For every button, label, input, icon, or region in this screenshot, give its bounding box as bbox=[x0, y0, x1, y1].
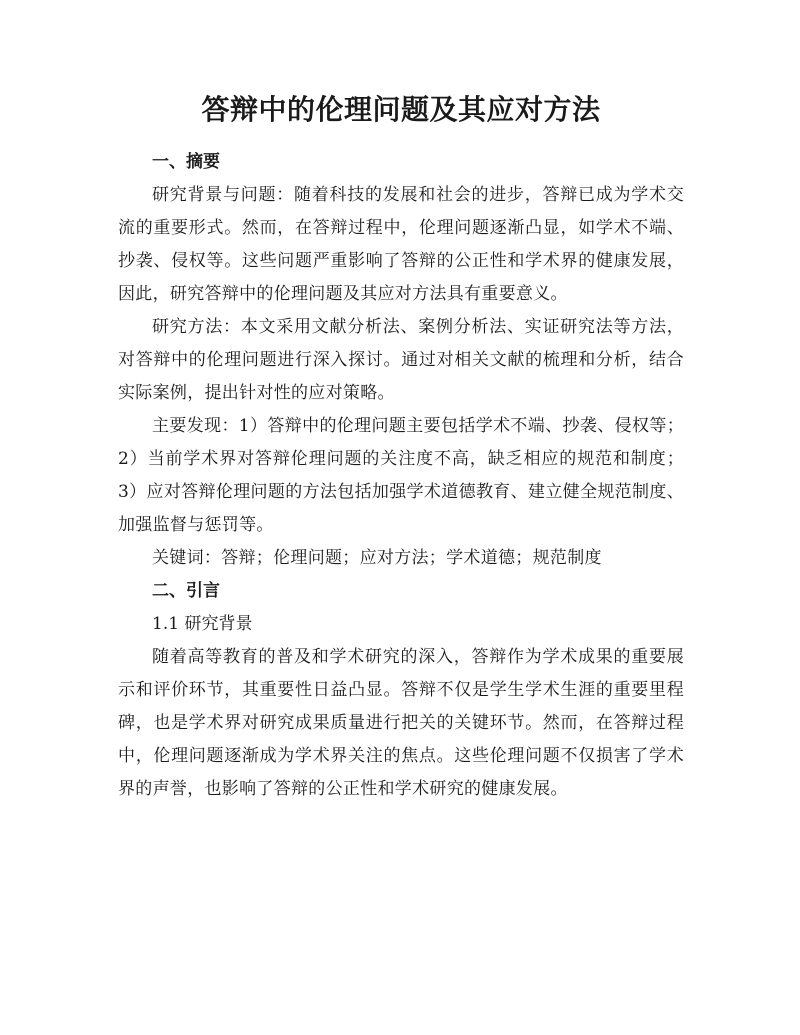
abstract-findings-paragraph: 主要发现：1）答辩中的伦理问题主要包括学术不端、抄袭、侵权等；2）当前学术界对答辩伦理问题的关注度不高，缺乏相应的规范和制度；3）应对答辩伦理问题的方法包括加强学术道德教育、建立健全规范制度、加强监督与惩罚等。 bbox=[118, 416, 684, 535]
keywords-line: 关键词：答辩；伦理问题；应对方法；学术道德；规范制度 bbox=[152, 548, 602, 568]
intro-heading: 二、引言 bbox=[152, 581, 220, 601]
abstract-method-paragraph: 研究方法：本文采用文献分析法、案例分析法、实证研究法等方法，对答辩中的伦理问题进行深入探讨。通过对相关文献的梳理和分析，结合实际案例，提出针对性的应对策略。 bbox=[118, 317, 684, 403]
intro-sub-heading: 1.1 研究背景 bbox=[152, 614, 253, 634]
abstract-background-paragraph: 研究背景与问题：随着科技的发展和社会的进步，答辩已成为学术交流的重要形式。然而，在答辩过程中，伦理问题逐渐凸显，如学术不端、抄袭、侵权等。这些问题严重影响了答辩的公正性和学术界的健康发展，因此，研究答辩中的伦理问题及其应对方法具有重要意义。 bbox=[118, 185, 684, 304]
intro-background-paragraph: 随着高等教育的普及和学术研究的深入，答辩作为学术成果的重要展示和评价环节，其重要性日益凸显。答辩不仅是学生学术生涯的重要里程碑，也是学术界对研究成果质量进行把关的关键环节。然而，在答辩过程中，伦理问题逐渐成为学术界关注的焦点。这些伦理问题不仅损害了学术界的声誉，也影响了答辩的公正性和学术研究的健康发展。 bbox=[118, 647, 684, 799]
abstract-heading: 一、摘要 bbox=[152, 152, 220, 172]
document-title: 答辩中的伦理问题及其应对方法 bbox=[201, 93, 601, 126]
document-body bbox=[118, 146, 684, 806]
